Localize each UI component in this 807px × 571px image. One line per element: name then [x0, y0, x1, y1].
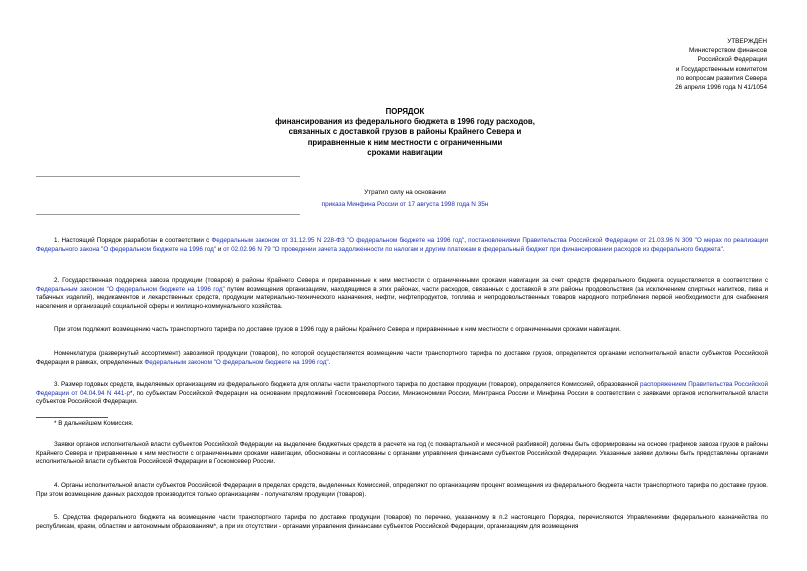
lost-force-link[interactable]: приказа Минфина России от 17 августа 1998 года N 35н	[321, 201, 489, 209]
law-link[interactable]: Федеральным законом от 31.12.95 N 228-ФЗ "О федеральном бюджете на 1996 год"	[211, 237, 465, 244]
paragraph-2: 2. Государственная поддержка завоза продукции (товаров) в районы Крайнего Севера и приравненные к ним местности с ограниченными сроками навигации за счет средств федерального бюджета осуществляется в соответствии с Федеральным законом "О федеральном бюджете на 1996 год" путем возмещения организациям, находящимся в этих районах, части расходов, связанных с доставкой в эти районы продовольствия (за исключением спиртных напитков, пива и табачных изделий), медикаментов и лекарственных средств, продукции материально-технического назначения, нефти, нефтепродуктов, топлива и непродовольственных товаров народного потребления первой необходимости для снабжения населения и организаций социальной сферы и жилищно-коммунального хозяйства.	[36, 277, 769, 310]
paragraph-6: Заявки органов исполнительной власти субъектов Российской Федерации на выделение бюджетных средств в расчете на год (с поквартальной и месячной разбивкой) должны быть сформированы на основе графиков завоза грузов в районы Крайнего Севера и приравненные к ним местности с ограниченными сроками навигации, обоснованы и согласованы с органами управления финансами субъектов Российской Федерации. Указанные заявки должны быть представлены органами исполнительной власти субъектов Российской Федерации в Госкомсевер России.	[36, 441, 768, 466]
lost-force-note	[250, 187, 560, 211]
title-line: приравненные к ним местности с ограниченными	[307, 137, 503, 147]
paragraph-4: Номенклатура (развернутый ассортимент) завозимой продукции (товаров), по которой осуществляется возмещение части транспортного тарифа по доставке грузов, определяется органами исполнительной власти субъектов Российской Федерации в рамках, определенных Федеральным законом "О федеральном бюджете на 1996 год".	[36, 350, 768, 366]
paragraph-1: 1. Настоящий Порядок разработан в соответствии с Федеральным законом от 31.12.95 N 228-ФЗ "О федеральном бюджете на 1996 год", постановлениями Правительства Российской Федерации от 21.03.96 N 309 "О мерах по реализации Федерального закона "О федеральном бюджете на 1996 год" и от 02.02.96 N 79 "О проведении зачета задолженности по налогам и другим платежам в федеральный бюджет при финансировании расходов из федерального бюджета".	[36, 237, 768, 253]
paragraph-8: 5. Средства федерального бюджета на возмещение части транспортного тарифа по доставке продукции (товаров) по перечню, указанному в п.2 настоящего Порядка, перечисляются Управлениями федерального казначейства по республикам, краям, областям и автономным образованиям*, а при их отсутствии - органами управления финансами субъектов Российской Федерации, организациям для возмещения	[36, 514, 768, 530]
lost-force-text: Утратил силу на основании	[364, 189, 446, 196]
approval-line: 26 апреля 1996 года N 41/1054	[675, 84, 767, 92]
approval-line: и Государственным комитетом	[675, 65, 767, 73]
law-link[interactable]: Федеральным законом "О федеральном бюджете на 1996 год"	[36, 285, 225, 293]
approval-line: Российской Федерации	[697, 56, 767, 64]
paragraph-3: При этом подлежит возмещению часть транспортного тарифа по доставке грузов в 1996 году в районы Крайнего Севера и приравненные к ним местности с ограниченными сроками навигации.	[54, 326, 621, 333]
approval-line: УТВЕРЖДЕН	[727, 38, 767, 45]
paragraph-5: 3. Размер годовых средств, выделяемых организациям из федерального бюджета для оплаты части транспортного тарифа по доставке продукции (товаров), определяется Комиссией, образованной распоряжением Правительства Российской Федерации от 04.04.94 N 441-р*, по субъектам Российской Федерации на основании предложений Госкомсевера России, Минэкономики России, Минтранса России и Минфина России в соответствии с заявками органов исполнительной власти субъектов Российской Федерации.	[36, 381, 768, 406]
approval-block	[675, 37, 767, 92]
law-link[interactable]: Федеральным законом "О федеральном бюджете на 1996 год"	[144, 358, 329, 366]
decree-link[interactable]: постановлениями Правительства Российской Федерации от 21.03.96 N 309 "О мерах по реализации Федерального закона "О федеральном бюджете на 1996 год"	[36, 237, 768, 253]
document-title	[195, 107, 615, 158]
title-line: финансирования из федерального бюджета в 1996 году расходов,	[275, 117, 535, 127]
divider	[36, 214, 300, 215]
footnote-divider	[36, 417, 108, 418]
title-line: сроками навигации	[367, 147, 443, 157]
paragraph-7: 4. Органы исполнительной власти субъектов Российской Федерации в пределах средств, выделенных Комиссией, определяют по организациям процент возмещения из федерального бюджета части транспортного тарифа по доставке грузов. При этом возмещение данных расходов производится только организациям - получателям продукции (товаров).	[36, 482, 768, 498]
approval-line: Министерством финансов	[689, 47, 767, 55]
footnote: * В дальнейшем Комиссия.	[54, 420, 134, 427]
title-line: ПОРЯДОК	[385, 107, 425, 116]
decree-link[interactable]: от 02.02.96 N 79 "О проведении зачета задолженности по налогам и другим платежам в федеральный бюджет при финансировании расходов из федерального бюджета"	[223, 245, 723, 253]
divider	[36, 176, 300, 177]
approval-line: по вопросам развития Севера	[677, 74, 767, 82]
order-link[interactable]: распоряжением Правительства Российской Федерации от 04.04.94 N 441-р	[36, 381, 768, 397]
title-line: связанных с доставкой грузов в районы Крайнего Севера и	[288, 127, 522, 137]
